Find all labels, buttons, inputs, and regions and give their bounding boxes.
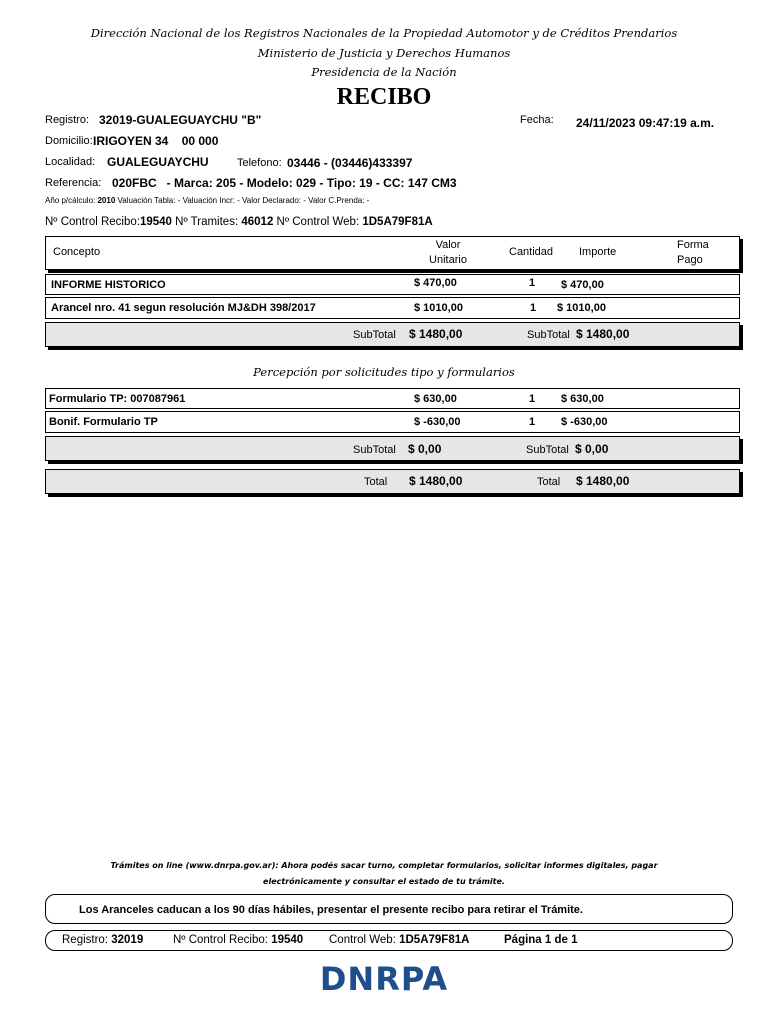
online-note-2: electrónicamente y consultar el estado de tu trámite. [263, 877, 505, 886]
footer-bar [45, 930, 733, 951]
total-valor: $ 1480,00 [409, 474, 463, 488]
control-value: 19540 [139, 216, 172, 228]
telefono-value: 03446 - (03446)433397 [287, 156, 413, 170]
table-row [45, 274, 740, 295]
col-importe: Importe [579, 246, 617, 258]
localidad-label: Localidad: [45, 156, 96, 168]
row-concepto: Bonif. Formulario TP [49, 416, 158, 428]
footer-pagina: Página 1 de 1 [504, 934, 578, 946]
tramites-value: 46012 [241, 216, 274, 228]
row-concepto: INFORME HISTORICO [51, 279, 166, 291]
footer-control-label: Nº Control Recibo: [173, 934, 268, 946]
footer-control [173, 934, 303, 946]
subtotal-label-2: SubTotal [526, 444, 569, 456]
row-cantidad: 1 [529, 393, 536, 405]
calculo-rest: Valuación Tabla: - Valuación Incr: - Valor Declarado: - Valor C.Prenda: - [115, 196, 370, 205]
table-row [45, 411, 740, 433]
row-importe: $ 470,00 [561, 279, 604, 291]
footer-control-value: 19540 [271, 934, 304, 946]
header-line-3: Presidencia de la Nación [311, 65, 457, 79]
row-valor: $ 1010,00 [414, 302, 463, 314]
row-concepto: Arancel nro. 41 segun resolución MJ&DH 398/2017 [51, 302, 316, 314]
col-cantidad: Cantidad [509, 246, 554, 258]
col-valor-2: Unitario [429, 254, 467, 266]
fecha-value: 24/11/2023 09:47:19 a.m. [576, 116, 715, 130]
footer-web-value: 1D5A79F81A [399, 934, 470, 946]
row-cantidad: 1 [529, 416, 536, 428]
subtotal-label-2: SubTotal [527, 329, 570, 341]
subtotal-valor: $ 0,00 [408, 442, 442, 456]
fecha-label: Fecha: [520, 114, 554, 126]
header-line-1: Dirección Nacional de los Registros Nacionales de la Propiedad Automotor y de Créditos Prendarios [90, 26, 678, 40]
row-cantidad: 1 [530, 302, 537, 314]
row-importe: $ 1010,00 [557, 302, 606, 314]
footer-registro [62, 934, 143, 946]
subtotal-row [45, 436, 740, 461]
footer-registro-label: Registro: [62, 934, 109, 946]
row-valor: $ 470,00 [414, 277, 457, 289]
table-header [45, 236, 740, 270]
col-concepto: Concepto [53, 246, 101, 258]
subtotal-row [45, 322, 740, 347]
referencia-value: 020FBC - Marca: 205 - Modelo: 029 - Tipo: 19 - CC: 147 CM3 [112, 176, 457, 190]
aranceles-text: Los Aranceles caducan a los 90 días hábiles, presentar el presente recibo para retirar el Trámite. [79, 904, 583, 916]
page-title: RECIBO [336, 84, 432, 110]
footer-web-label: Control Web: [329, 934, 396, 946]
dnrpa-logo: DNRPA [319, 960, 449, 998]
col-valor-1: Valor [435, 239, 461, 251]
section-2-title: Percepción por solicitudes tipo y formularios [253, 365, 515, 379]
col-forma-1: Forma [677, 239, 709, 251]
subtotal-label: SubTotal [353, 444, 396, 456]
control-label: Nº Control Recibo: [45, 216, 140, 228]
control-line [45, 216, 433, 228]
footer-registro-value: 32019 [111, 934, 144, 946]
total-label: Total [364, 476, 388, 488]
row-valor: $ 630,00 [414, 393, 457, 405]
domicilio-value: IRIGOYEN 34 00 000 [93, 134, 219, 148]
table-row [45, 297, 740, 319]
registro-label: Registro: [45, 114, 90, 126]
telefono-label: Telefono: [237, 157, 282, 169]
subtotal-importe: $ 0,00 [575, 442, 609, 456]
col-forma-2: Pago [677, 254, 703, 266]
subtotal-label: SubTotal [353, 329, 396, 341]
total-row [45, 469, 740, 494]
subtotal-importe: $ 1480,00 [576, 327, 630, 341]
calculo-year: 2010 [97, 196, 116, 205]
row-importe: $ -630,00 [561, 416, 608, 428]
web-label: Nº Control Web: [276, 216, 360, 228]
calculo-prefix: Año p/cálculo: [45, 196, 98, 205]
online-note-1: Trámites on line (www.dnrpa.gov.ar): Ahora podés sacar turno, completar formularios, solicitar informes digitales, pagar [110, 861, 658, 870]
total-importe: $ 1480,00 [576, 474, 630, 488]
total-label-2: Total [537, 476, 561, 488]
subtotal-valor: $ 1480,00 [409, 327, 463, 341]
tramites-label: Nº Tramites: [175, 216, 239, 228]
localidad-value: GUALEGUAYCHU [107, 155, 209, 169]
row-importe: $ 630,00 [561, 393, 604, 405]
referencia-label: Referencia: [45, 177, 102, 189]
row-concepto: Formulario TP: 007087961 [49, 393, 186, 405]
web-value: 1D5A79F81A [362, 216, 433, 228]
calculo-line [45, 196, 369, 205]
row-cantidad: 1 [529, 277, 536, 289]
footer-web [329, 934, 469, 946]
header-line-2: Ministerio de Justicia y Derechos Humanos [257, 46, 511, 60]
row-valor: $ -630,00 [414, 416, 461, 428]
registro-value: 32019-GUALEGUAYCHU "B" [99, 113, 262, 127]
domicilio-label: Domicilio: [45, 135, 93, 147]
table-row [45, 388, 740, 409]
aranceles-notice [45, 894, 733, 924]
